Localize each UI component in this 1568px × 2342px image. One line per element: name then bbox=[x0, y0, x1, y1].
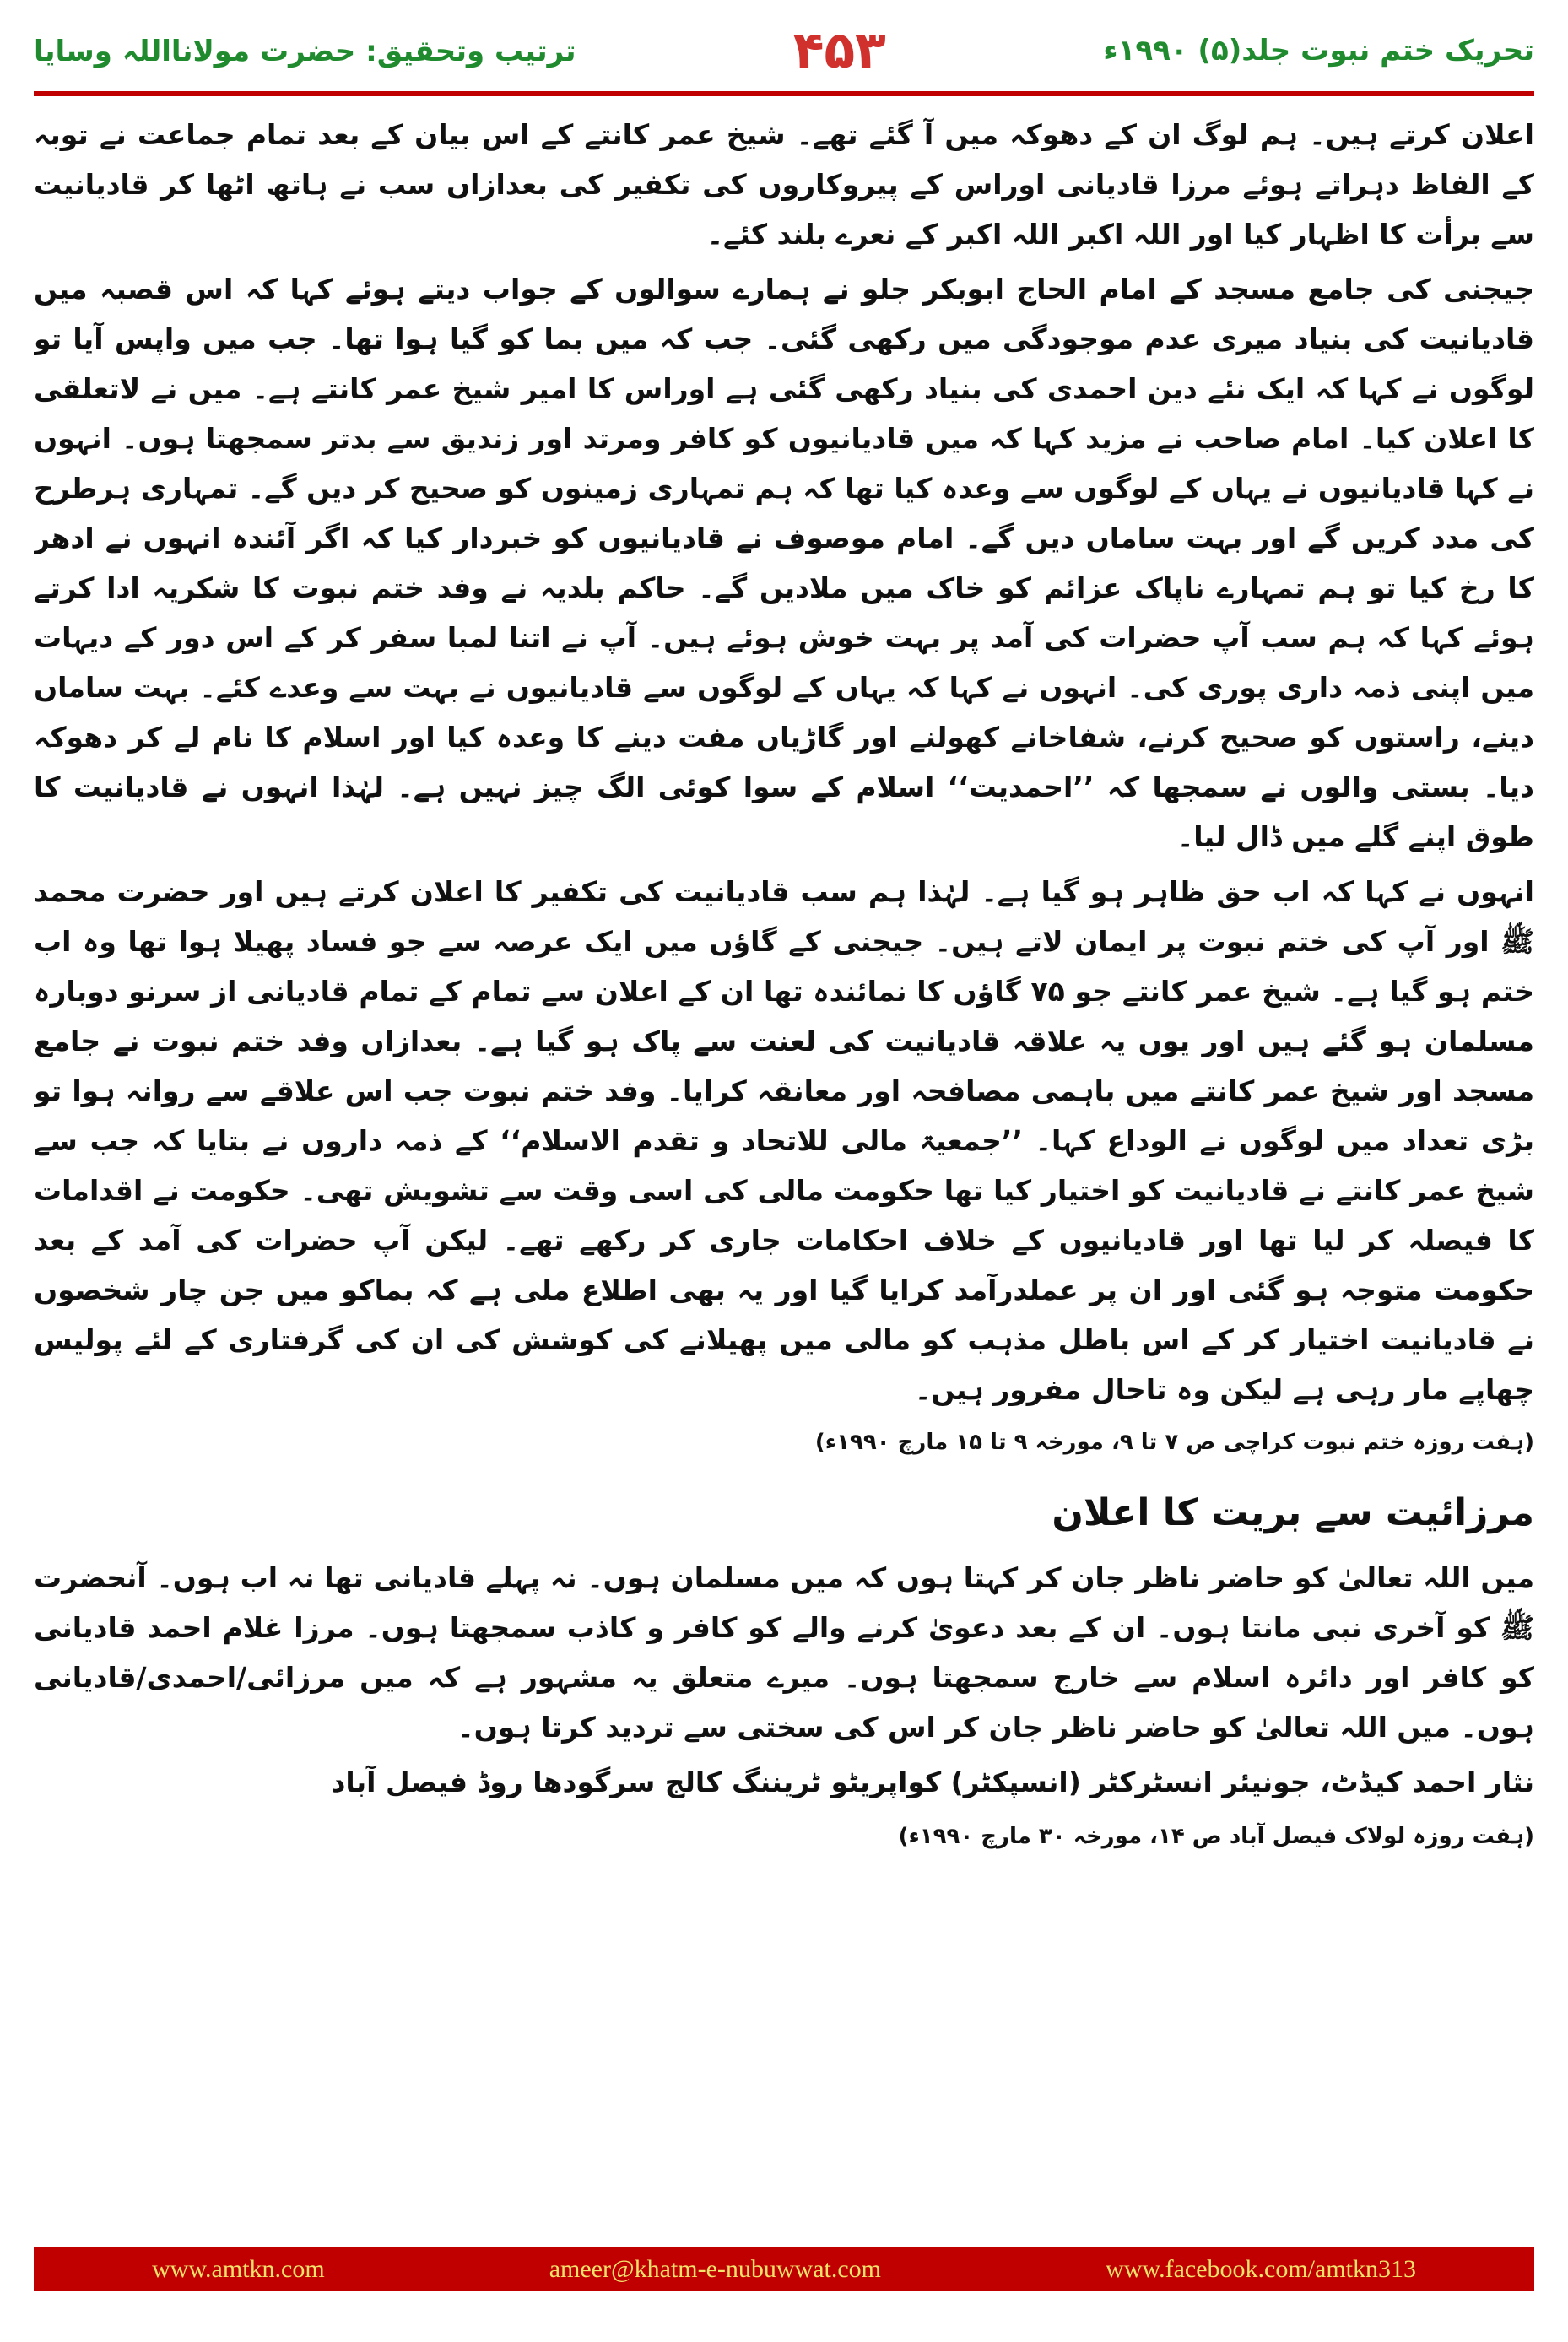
footer-bar bbox=[34, 2247, 1534, 2291]
footer-facebook-link[interactable]: www.facebook.com/amtkn313 bbox=[1106, 2255, 1416, 2283]
paragraph-3-text: انہوں نے کہا کہ اب حق ظاہر ہو گیا ہے۔ لہٰذا ہم سب قادیانیت کی تکفیر کا اعلان کرتے ہیں اور حضرت محمد ﷺ اور آپ کی ختم نبوت پر ایمان لاتے ہیں۔ جیجنی کے گاؤں میں ایک عرصہ سے جو فساد پھیلا ہوا تھا وہ اب ختم ہو گیا ہے۔ شیخ عمر کانتے جو ۷۵ گاؤں کا نمائندہ تھا ان کے اعلان سے تمام کے تمام قادیانی از سرنو دوبارہ مسلمان ہو گئے ہیں اور یوں یہ علاقہ قادیانیت کی لعنت سے پاک ہو گیا ہے۔ بعدازاں وفد ختم نبوت نے جامع مسجد اور شیخ عمر کانتے میں باہمی مصافحہ اور معانقہ کرایا۔ وفد ختم نبوت جب اس علاقے سے روانہ ہوا تو بڑی تعداد میں لوگوں نے الوداع کہا۔ ’’جمعیۃ مالی للاتحاد و تقدم الاسلام‘‘ کے ذمہ داروں نے بتایا کہ جب سے شیخ عمر کانتے نے قادیانیت کو اختیار کیا تھا حکومت مالی کی اسی وقت سے تشویش تھی۔ حکومت نے اقدامات کا فیصلہ کر لیا تھا اور قادیانیوں کے خلاف احکامات جاری کر رکھے تھے۔ لیکن آپ حضرات کی آمد کے بعد حکومت متوجہ ہو گئی اور ان پر عملدرآمد کرایا گیا اور یہ بھی اطلاع ملی ہے کہ بماکو میں جن چار شخصوں نے قادیانیت اختیار کر کے اس باطل مذہب کو مالی میں پھیلانے کی کوشش کی ان کی گرفتاری کے لئے پولیس چھاپے مار رہی ہے لیکن وہ تاحال مفرور ہیں۔ bbox=[34, 875, 1534, 1406]
page-body bbox=[34, 110, 1534, 2241]
section-citation: (ہفت روزہ لولاک فیصل آباد ص ۱۴، مورخہ ۳۰ مارچ ۱۹۹۰ء) bbox=[898, 1824, 1534, 1849]
header-rule bbox=[34, 91, 1534, 96]
section-title: مرزائیت سے بریت کا اعلان bbox=[1052, 1491, 1534, 1534]
footer-email-link[interactable]: ameer@khatm-e-nubuwwat.com bbox=[549, 2255, 882, 2283]
paragraph-2: جیجنی کی جامع مسجد کے امام الحاج ابوبکر جلو نے ہمارے سوالوں کے جواب دیتے ہوئے کہا کہ اس قصبہ میں قادیانیت کی بنیاد میری عدم موجودگی میں رکھی گئی۔ جب کہ میں بما کو گیا ہوا تھا۔ جب میں واپس آیا تو لوگوں نے کہا کہ ایک نئے دین احمدی کی بنیاد رکھی گئی ہے اوراس کا امیر شیخ عمر کانتے ہے۔ میں نے لاتعلقی کا اعلان کیا۔ امام صاحب نے مزید کہا کہ میں قادیانیوں کو کافر ومرتد اور زندیق سے بدتر سمجھتا ہوں۔ انہوں نے کہا قادیانیوں نے یہاں کے لوگوں سے وعدہ کیا تھا کہ ہم تمہاری زمینوں کو صحیح کر دیں گے۔ تمہاری ہرطرح کی مدد کریں گے اور بہت ساماں دیں گے۔ امام موصوف نے قادیانیوں کو خبردار کیا کہ اگر آئندہ انہوں نے ادھر کا رخ کیا تو ہم تمہارے ناپاک عزائم کو خاک میں ملادیں گے۔ حاکم بلدیہ نے وفد ختم نبوت کا شکریہ ادا کرتے ہوئے کہا کہ ہم سب آپ حضرات کی آمد پر بہت خوش ہوئے ہیں۔ آپ نے اتنا لمبا سفر کر کے اس دور کے دیہات میں اپنی ذمہ داری پوری کی۔ انہوں نے کہا کہ یہاں کے لوگوں سے قادیانیوں نے بہت سے وعدے کئے۔ بہت ساماں دینے، راستوں کو صحیح کرنے، شفاخانے کھولنے اور گاڑیاں مفت دینے کا وعدہ کیا اور اسلام کا نام لے کر دھوکہ دیا۔ بستی والوں نے سمجھا کہ ’’احمدیت‘‘ اسلام کے سوا کوئی الگ چیز نہیں ہے۔ لہٰذا انہوں نے قادیانیت کا طوق اپنے گلے میں ڈال لیا۔ bbox=[34, 273, 1534, 853]
paragraph-1: اعلان کرتے ہیں۔ ہم لوگ ان کے دھوکہ میں آ گئے تھے۔ شیخ عمر کانتے کے اس بیان کے بعد تمام جماعت نے توبہ کے الفاظ دہراتے ہوئے مرزا قادیانی اوراس کے پیروکاروں کی تکفیر کی بعدازاں سب نے ہاتھ اٹھا کر قادیانیت سے برأت کا اظہار کیا اور اللہ اکبر اللہ اکبر کے نعرے بلند کئے۔ bbox=[34, 118, 1534, 251]
compiler-credit: ترتیب وتحقیق: حضرت مولانااللہ وسایا bbox=[34, 34, 576, 68]
section-body: میں اللہ تعالیٰ کو حاضر ناظر جان کر کہتا ہوں کہ میں مسلمان ہوں۔ نہ پہلے قادیانی تھا نہ اب ہوں۔ آنحضرت ﷺ کو آخری نبی مانتا ہوں۔ ان کے بعد دعویٰ کرنے والے کو کافر و کاذب سمجھتا ہوں۔ مرزا غلام احمد قادیانی کو کافر اور دائرہ اسلام سے خارج سمجھتا ہوں۔ میرے متعلق یہ مشہور ہے کہ میں مرزائی/احمدی/قادیانی ہوں۔ میں اللہ تعالیٰ کو حاضر ناظر جان کر اس کی سختی سے تردید کرتا ہوں۔ bbox=[34, 1561, 1534, 1744]
paragraph-3-citation: (ہفت روزہ ختم نبوت کراچی ص ۷ تا ۹، مورخہ ۹ تا ۱۵ مارچ ۱۹۹۰ء) bbox=[814, 1430, 1534, 1455]
page-number: ۴۵۳ bbox=[792, 21, 886, 80]
footer-website-link[interactable]: www.amtkn.com bbox=[152, 2255, 325, 2283]
paragraph-3 bbox=[34, 867, 1534, 1465]
page-header bbox=[34, 17, 1534, 84]
series-title: تحریک ختم نبوت جلد(۵) ۱۹۹۰ء bbox=[1103, 34, 1534, 68]
section-signature: نثار احمد کیڈٹ، جونیئر انسٹرکٹر (انسپکٹر) کواپریٹو ٹریننگ کالج سرگودھا روڈ فیصل آباد bbox=[331, 1766, 1534, 1798]
